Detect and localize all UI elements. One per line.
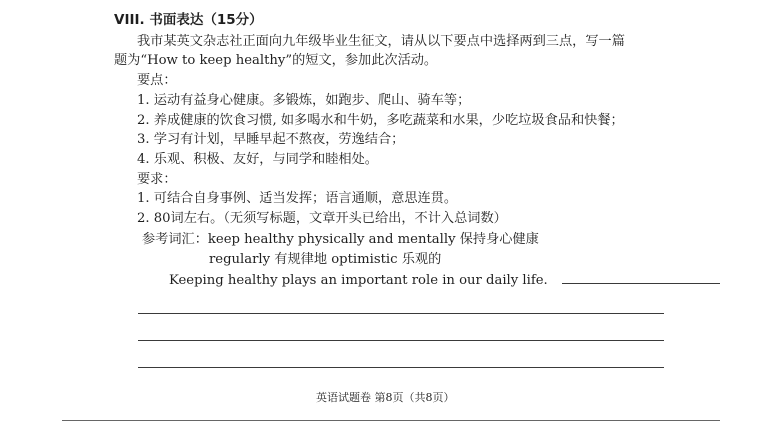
essay-opening-line [169,272,720,290]
points-heading: 要点： [137,73,177,88]
page-footer: 英语试题卷 第8页（共8页） [316,391,455,404]
intro-line-1: 我市某英文杂志社正面向九年级毕业生征文，请从以下要点中选择两到三点，写一篇 [137,34,625,49]
answer-line-3[interactable] [138,367,664,368]
requirement-item-1: 1. 可结合自身事例、适当发挥；语言通顺，意思连贯。 [137,191,458,206]
requirement-item-2: 2. 80词左右。（无须写标题，文章开头已给出，不计入总词数） [137,211,507,226]
point-item-2: 2. 养成健康的饮食习惯, 如多喝水和牛奶，多吃蔬菜和水果，少吃垃圾食品和快餐； [137,113,624,128]
essay-opening-sentence: Keeping healthy plays an important role in our daily life. [169,273,548,288]
requirements-heading: 要求： [137,172,177,187]
point-item-3: 3. 学习有计划，早睡早起不熬夜，劳逸结合； [137,132,405,147]
section-title: VIII. 书面表达（15分） [114,12,263,28]
bottom-divider [62,420,720,421]
vocab-line-2: regularly 有规律地 optimistic 乐观的 [209,252,442,267]
intro-line-2: 题为“How to keep healthy”的短文，参加此次活动。 [114,53,438,68]
answer-blank-inline[interactable] [562,273,720,284]
answer-line-1[interactable] [138,313,664,314]
point-item-4: 4. 乐观、积极、友好，与同学和睦相处。 [137,152,378,167]
point-item-1: 1. 运动有益身心健康。多锻炼，如跑步、爬山、骑车等； [137,93,471,108]
vocab-line-1: 参考词汇：keep healthy physically and mentally 保持身心健康 [142,232,539,247]
answer-line-2[interactable] [138,340,664,341]
